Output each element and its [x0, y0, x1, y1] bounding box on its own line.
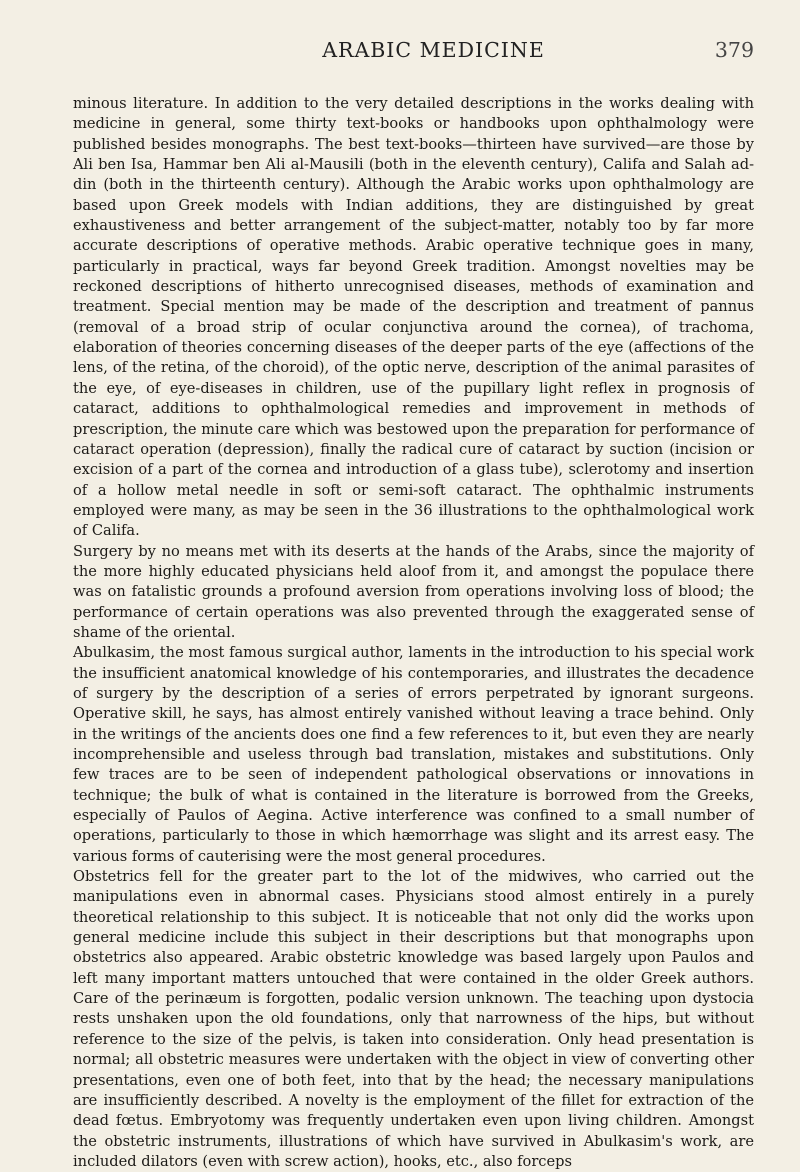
paragraph-abulkasim: Abulkasim, the most famous surgical author, laments in the introduction to his special work the insufficient anatomical knowledge of his contemporaries, and illustrates the decadence of surgery by the description of a series of errors perpetrated by ignorant surgeons. Operative skill, he says, has almost entirely vanished without leaving a trace behind. Only in the writings of the ancients does one find a few references to it, but even they are nearly incomprehensible and useless through bad translation, mistakes and substitutions. Only few traces are to be seen of independent pathological observations or innovations in technique; the bulk of what is contained in the literature is borrowed from the Greeks, especially of Paulos of Aegina. Active interference was confined to a small number of operations, particularly to those in which hæmorrhage was slight and its arrest easy. The various forms of cauterising were the most general procedures.: [73, 644, 754, 865]
page-header: [73, 38, 754, 78]
paragraph-ophthalmology: minous literature. In addition to the very detailed descriptions in the works dealing with medicine in general, some thirty text-books or handbooks upon ophthalmology were published besides monographs. The best text-books—thirteen have survived—are those by Ali ben Isa, Hammar ben Ali al-Mausili (both in the eleventh century), Califa and Salah ad-din (both in the thirteenth century). Although the Arabic works upon ophthalmology are based upon Greek models with Indian additions, they are distinguished by great exhaustiveness and better arrangement of the subject-matter, notably too by far more accurate descriptions of operative methods. Arabic operative technique goes in many, particularly in practical, ways far beyond Greek tradition. Amongst novelties may be reckoned descriptions of hitherto unrecognised diseases, methods of examination and treatment. Special mention may be made of the description and treatment of pannus (removal of a broad strip of ocular conjunctiva around the cornea), of trachoma, elaboration of theories concerning diseases of the deeper parts of the eye (affections of the lens, of the retina, of the choroid), of the optic nerve, description of the animal parasites of the eye, of eye-diseases in children, use of the pupillary light reflex in prognosis of cataract, additions to ophthalmological remedies and improvement in methods of prescription, the minute care which was bestowed upon the preparation for performance of cataract operation (depression), finally the radical cure of cataract by suction (incision or excision of a part of the cornea and introduction of a glass tube), sclerotomy and insertion of a hollow metal needle in soft or semi-soft cataract. The ophthalmic instruments employed were many, as may be seen in the 36 illustrations to the ophthalmological work of Califa.: [73, 95, 754, 540]
paragraph-surgery: Surgery by no means met with its deserts at the hands of the Arabs, since the majority of the more highly educated physicians held aloof from it, and amongst the populace there was on fatalistic grounds a profound aversion from operations involving loss of blood; the performance of certain operations was also prevented through the exaggerated sense of shame of the oriental.: [73, 542, 754, 641]
running-head: ARABIC MEDICINE: [322, 38, 545, 62]
paragraph-obstetrics: Obstetrics fell for the greater part to the lot of the midwives, who carried out the manipulations even in abnormal cases. Physicians stood almost entirely in a purely theoretical relationship to this subject. It is noticeable that not only did the works upon general medicine include this subject in their descriptions but that monographs upon obstetrics also appeared. Arabic obstetric knowledge was based largely upon Paulos and left many important matters untouched that were contained in the older Greek authors. Care of the perinæum is forgotten, podalic version unknown. The teaching upon dystocia rests unshaken upon the old foundations, only that narrowness of the hips, but without reference to the size of the pelvis, is taken into consideration. Only head presentation is normal; all obstetric measures were undertaken with the object in view of converting other presentations, even one of both feet, into that by the head; the necessary manipulations are insufficiently described. A novelty is the employment of the fillet for extraction of the dead fœtus. Embryotomy was frequently undertaken even upon living children. Amongst the obstetric instruments, illustrations of which have survived in Abulkasim's work, are included dilators (even with screw action), hooks, etc., also forceps: [73, 868, 754, 1170]
body-text: [73, 94, 754, 1172]
page-number: 379: [714, 38, 754, 62]
